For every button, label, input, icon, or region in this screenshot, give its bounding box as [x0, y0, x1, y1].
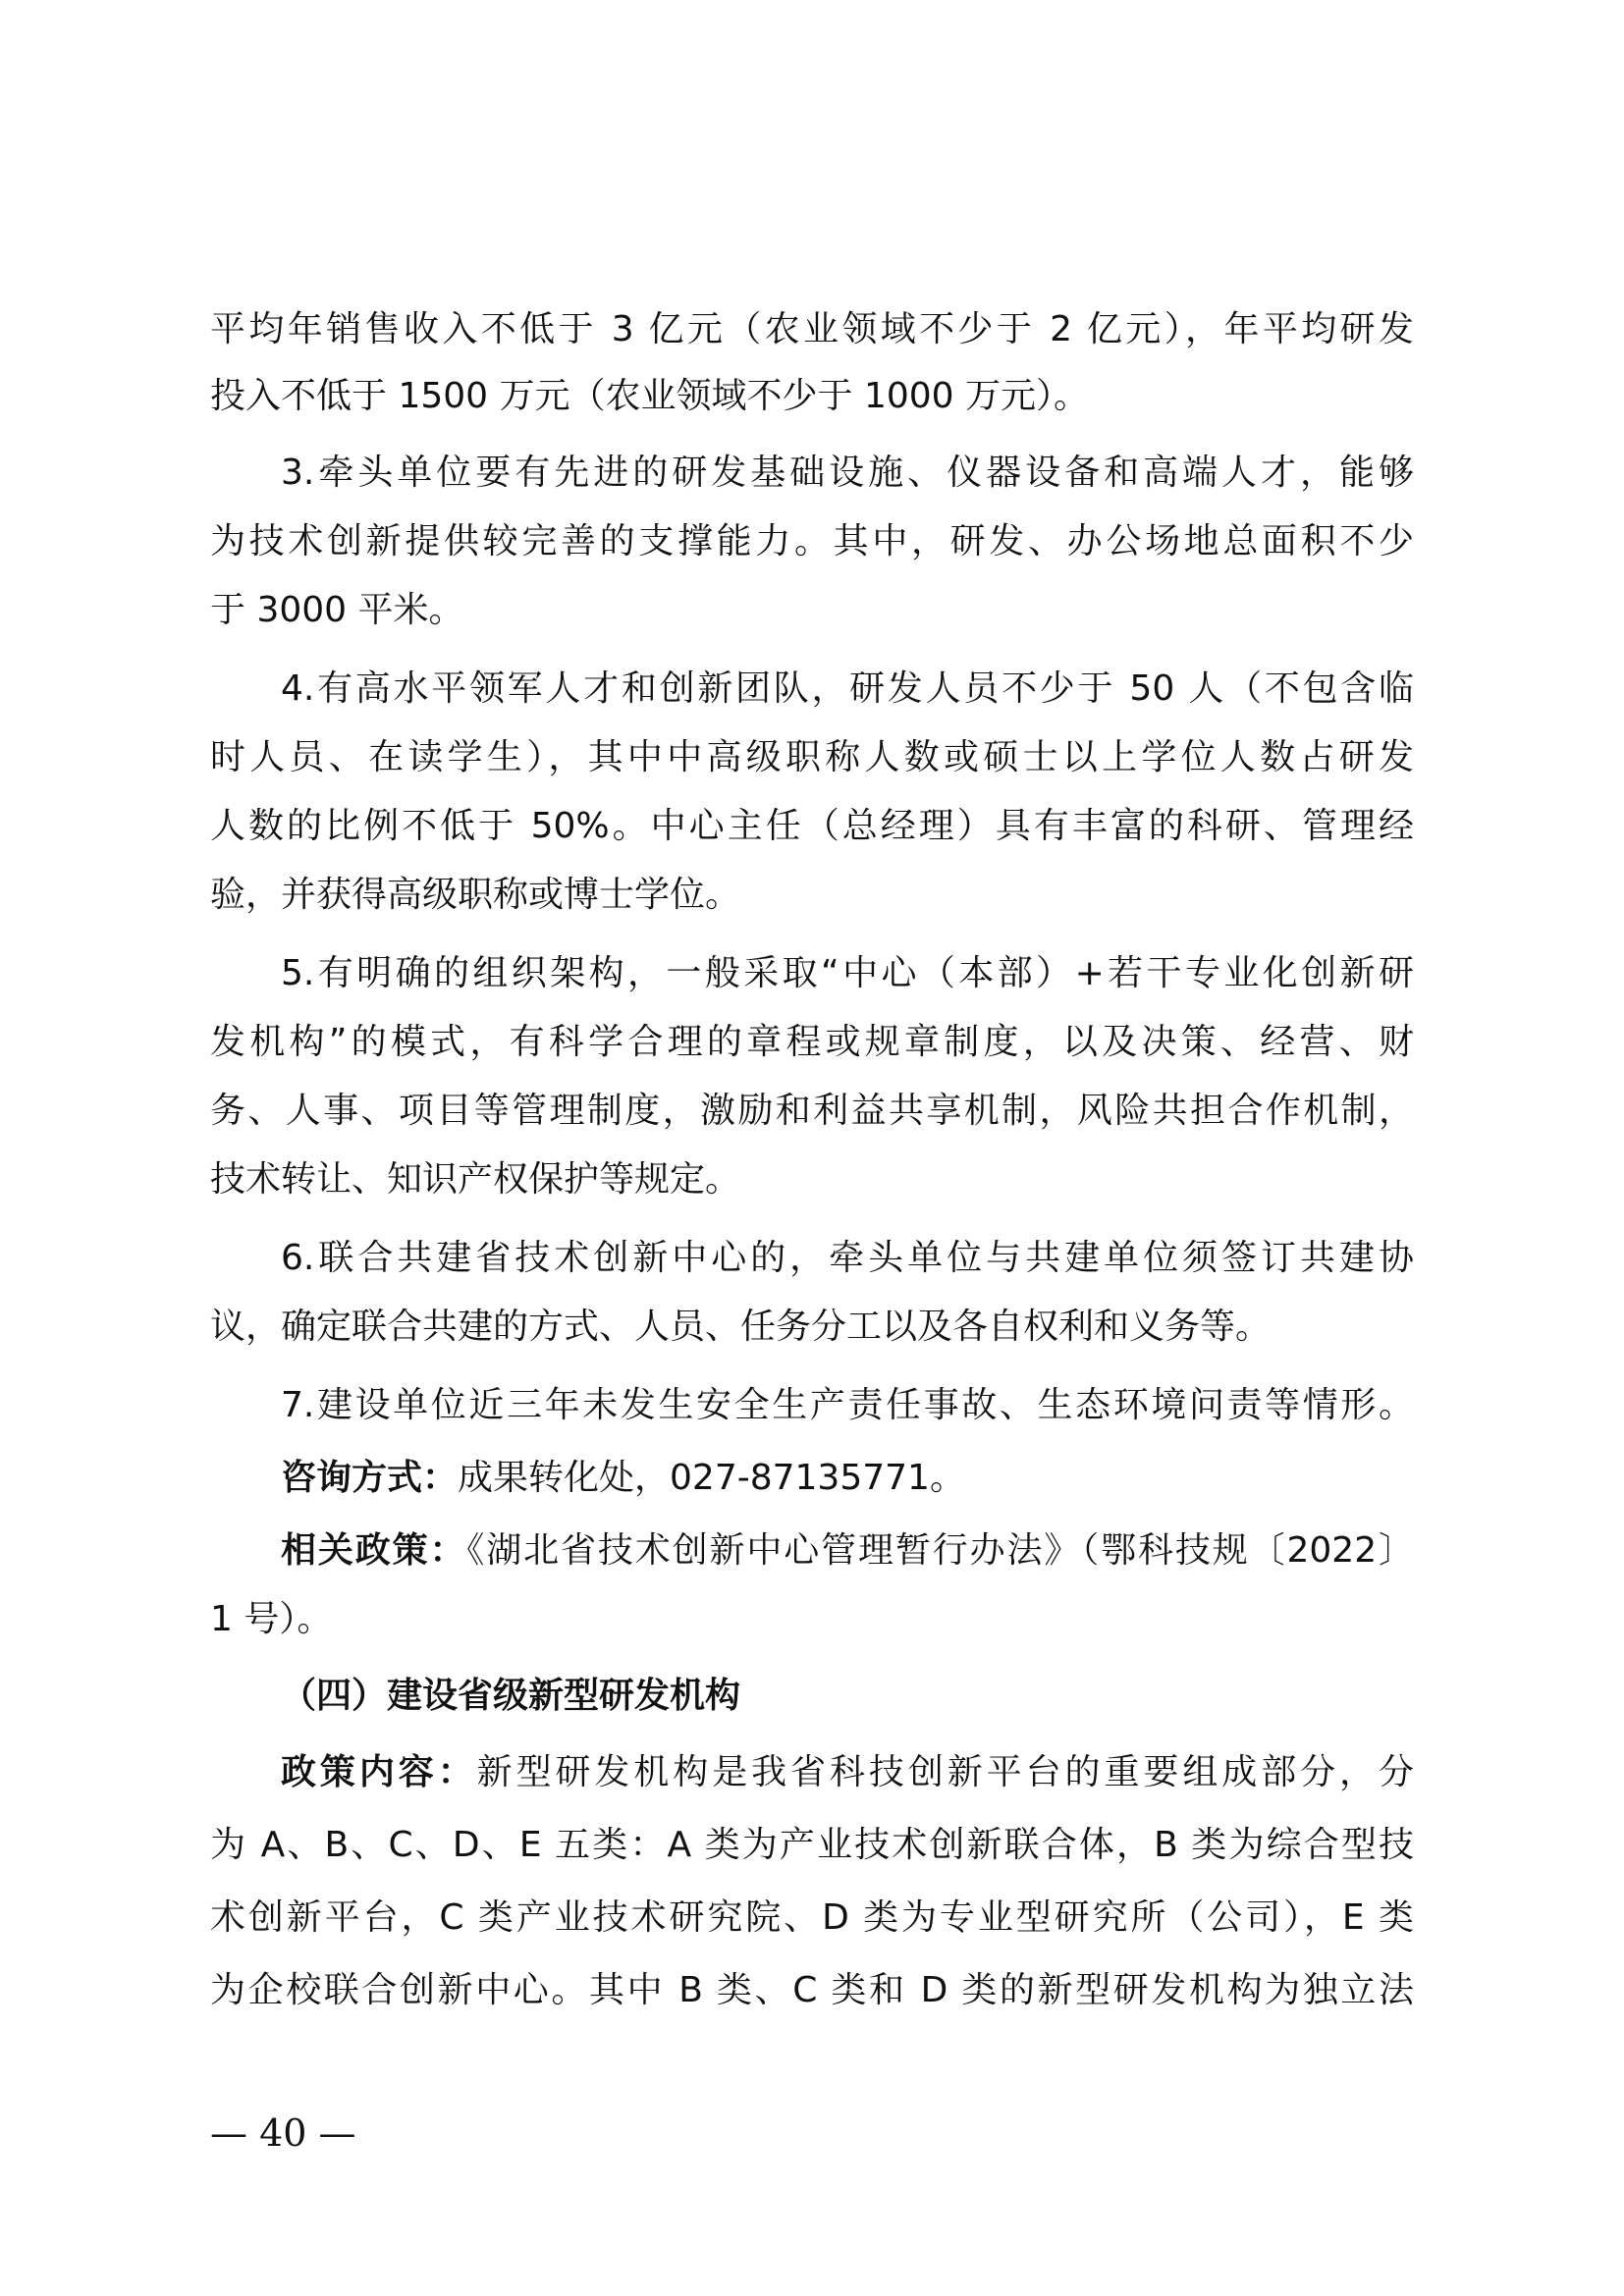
body-line: 7.建设单位近三年未发生安全生产责任事故、生态环境问责等情形。	[281, 1385, 1414, 1425]
body-line: 平均年销售收入不低于 3 亿元（农业领域不少于 2 亿元），年平均研发	[210, 309, 1414, 349]
body-line: 为技术创新提供较完善的支撑能力。其中，研发、办公场地总面积不少	[210, 521, 1414, 561]
policy-line-continued: 1 号）。	[210, 1599, 333, 1639]
body-line: 3.牵头单位要有先进的研发基础设施、仪器设备和高端人才，能够	[281, 453, 1414, 493]
policy-label: 相关政策：	[281, 1530, 467, 1571]
body-line: 5.有明确的组织架构，一般采取“中心（本部）+若干专业化创新研	[281, 953, 1414, 993]
body-line: 技术转让、知识产权保护等规定。	[210, 1159, 741, 1200]
section-title: （四）建设省级新型研发机构	[281, 1676, 741, 1716]
consult-line	[281, 1445, 1414, 1512]
body-line: 议，确定联合共建的方式、人员、任务分工以及各自权利和义务等。	[210, 1307, 1272, 1347]
body-line: 6.联合共建省技术创新中心的，牵头单位与共建单位须签订共建协	[281, 1238, 1414, 1278]
policy-text: 《湖北省技术创新中心管理暂行办法》（鄂科技规〔2022〕	[466, 1530, 1414, 1571]
content-line: 为企校联合创新中心。其中 B 类、C 类和 D 类的新型研发机构为独立法	[210, 1970, 1414, 2010]
content-label: 政策内容：	[281, 1752, 477, 1792]
page-number: — 40 —	[210, 2111, 356, 2155]
content-line: 术创新平台，C 类产业技术研究院、D 类为专业型研究所（公司），E 类	[210, 1897, 1414, 1938]
content-line	[281, 1739, 1414, 1806]
body-line: 务、人事、项目等管理制度，激励和利益共享机制，风险共担合作机制，	[210, 1091, 1414, 1131]
body-line: 4.有高水平领军人才和创新团队，研发人员不少于 50 人（不包含临	[281, 668, 1414, 709]
body-line: 验，并获得高级职称或博士学位。	[210, 875, 741, 915]
policy-line	[281, 1518, 1414, 1584]
body-line: 时人员、在读学生），其中中高级职称人数或硕士以上学位人数占研发	[210, 737, 1414, 777]
content-line: 为 A、B、C、D、E 五类：A 类为产业技术创新联合体，B 类为综合型技	[210, 1825, 1414, 1865]
content-text: 新型研发机构是我省科技创新平台的重要组成部分，分	[476, 1752, 1414, 1792]
consult-text: 成果转化处，027-87135771。	[458, 1458, 965, 1498]
body-line: 发机构”的模式，有科学合理的章程或规章制度，以及决策、经营、财	[210, 1022, 1414, 1062]
consult-label: 咨询方式：	[281, 1458, 459, 1498]
body-line: 人数的比例不低于 50%。中心主任（总经理）具有丰富的科研、管理经	[210, 806, 1414, 846]
body-line: 投入不低于 1500 万元（农业领域不少于 1000 万元）。	[210, 376, 1090, 416]
body-line: 于 3000 平米。	[210, 590, 464, 630]
